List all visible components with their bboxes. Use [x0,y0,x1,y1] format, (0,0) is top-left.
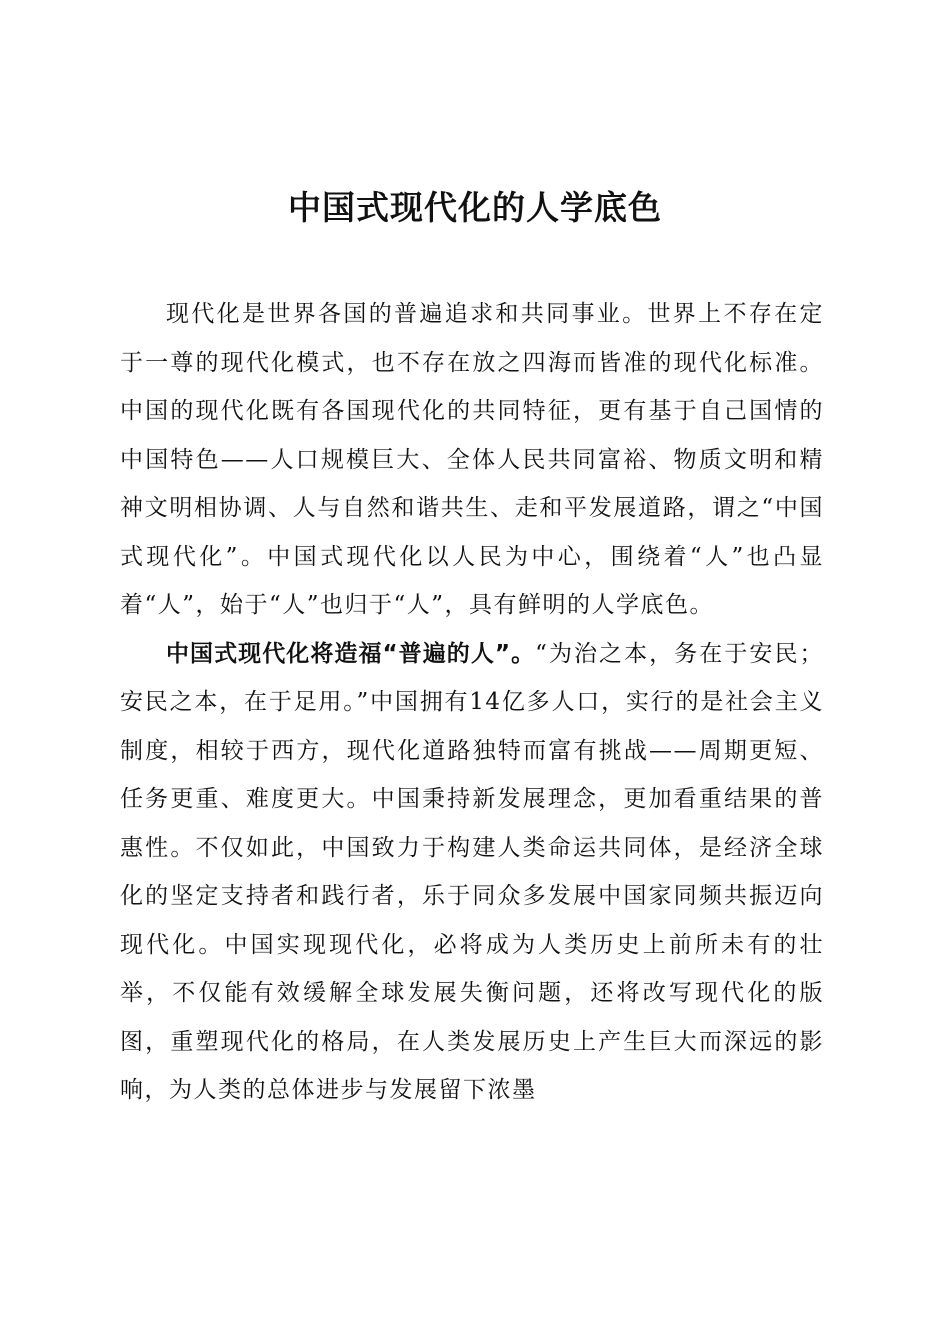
paragraph-universal-people [120,630,824,1115]
paragraph-text: “为治之本，务在于安民；安民之本，在于足用。”中国拥有14亿多人口，实行的是社会主义制度，相较于西方，现代化道路独特而富有挑战——周期更短、任务更重、难度更大。中国秉持新发展理念，更加看重结果的普惠性。不仅如此，中国致力于构建人类命运共同体，是经济全球化的坚定支持者和践行者，乐于同众多发展中国家同频共振迈向现代化。中国实现现代化，必将成为人类历史上前所未有的壮举，不仅能有效缓解全球发展失衡问题，还将改写现代化的版图，重塑现代化的格局，在人类发展历史上产生巨大而深远的影响，为人类的总体进步与发展留下浓墨 [120,640,824,1103]
paragraph-text: 现代化是世界各国的普遍追求和共同事业。世界上不存在定于一尊的现代化模式，也不存在放之四海而皆准的现代化标准。中国的现代化既有各国现代化的共同特征，更有基于自己国情的中国特色——人口规模巨大、全体人民共同富裕、物质文明和精神文明相协调、人与自然和谐共生、走和平发展道路，谓之“中国式现代化”。中国式现代化以人民为中心，围绕着“人”也凸显着“人”，始于“人”也归于“人”，具有鲜明的人学底色。 [120,301,824,618]
document-body [120,290,824,1115]
paragraph-lead-sentence: 中国式现代化将造福“普遍的人”。 [166,640,536,667]
paragraph-intro [120,290,824,630]
document-title: 中国式现代化的人学底色 [288,188,662,227]
